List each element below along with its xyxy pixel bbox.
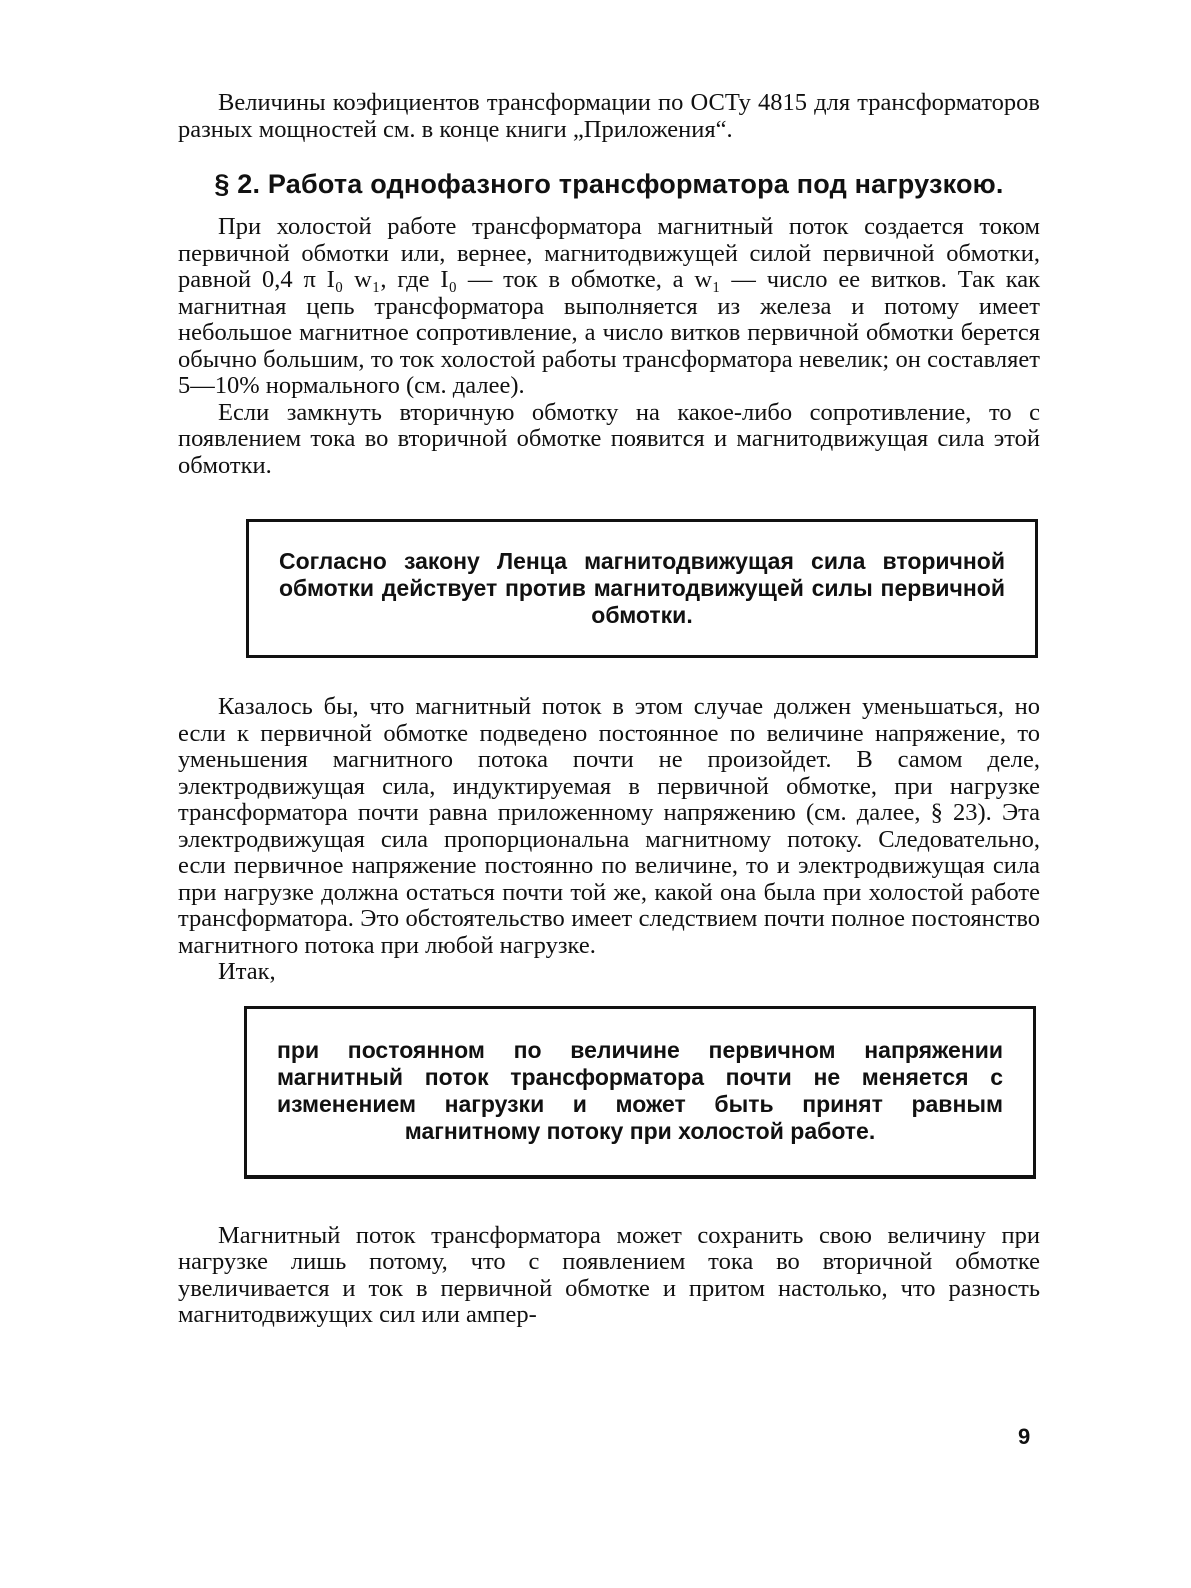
itak-paragraph: Итак,	[218, 958, 276, 985]
page-number: 9	[1018, 1424, 1031, 1449]
section-heading: § 2. Работа однофазного трансформатора под нагрузкою.	[214, 169, 1004, 199]
lenz-consequence-paragraph: Казалось бы, что магнитный поток в этом случае должен уменьшаться, но если к первичной обмотке подведено постоянное по величине напряжение, то уменьшения магнитного потока почти не произойдет. В самом деле, электродвижущая сила, индуктируемая в первичной обмотке, при нагрузке трансформатора почти равна приложенному напряжению (см. далее, § 23). Эта электродвижущая сила пропорциональна магнитному потоку. Следовательно, если первичное напряжение постоянно по величине, то и электродвижущая сила при нагрузке должна остаться почти той же, какой она была при холостой работе трансформатора. Это обстоятельство имеет следствием почти полное постоянство магнитного потока при любой нагрузке.	[178, 693, 1040, 959]
lenz-rule-box	[246, 519, 1038, 658]
intro-paragraph: Величины коэфициентов трансформации по ОСТу 4815 для трансформаторов разных мощностей см. в конце книги „Приложения“.	[178, 89, 1040, 143]
secondary-closed-paragraph: Если замкнуть вторичную обмотку на какое-либо сопротивление, то с появлением тока во вторичной обмотке появится и магнитодвижущая сила этой обмотки.	[178, 398, 1040, 479]
constant-flux-rule-text: при постоянном по величине первичном напряжении магнитный поток трансформатора почти не меняется с изменением нагрузки и может быть принят равным магнитному потоку при холостой работе.	[277, 1036, 1003, 1144]
constant-flux-rule-box	[244, 1006, 1036, 1179]
lenz-rule-text: Согласно закону Ленца магнитодвижущая сила вторичной обмотки действует против магнитодвижущей силы первичной обмотки.	[279, 548, 1005, 628]
final-paragraph: Магнитный поток трансформатора может сохранить свою величину при нагрузке лишь потому, что с появлением тока во вторичной обмотке увеличивается и ток в первичной обмотке и притом настолько, что разность магнитодвижущих сил или ампер-	[178, 1221, 1040, 1328]
no-load-paragraph: При холостой работе трансформатора магнитный поток создается током первичной обмотки или, вернее, магнитодвижущей силой первичной обмотки, равной 0,4 π I₀ w₁, где I₀ — ток в обмотке, а w₁ — число ее витков. Так как магнитная цепь трансформатора выполняется из железа и потому имеет небольшое магнитное сопротивление, а число витков первичной обмотки берется обычно большим, то ток холостой работы трансформатора невелик; он составляет 5—10% нормального (см. далее).	[178, 213, 1040, 399]
page-content	[178, 82, 1040, 1329]
